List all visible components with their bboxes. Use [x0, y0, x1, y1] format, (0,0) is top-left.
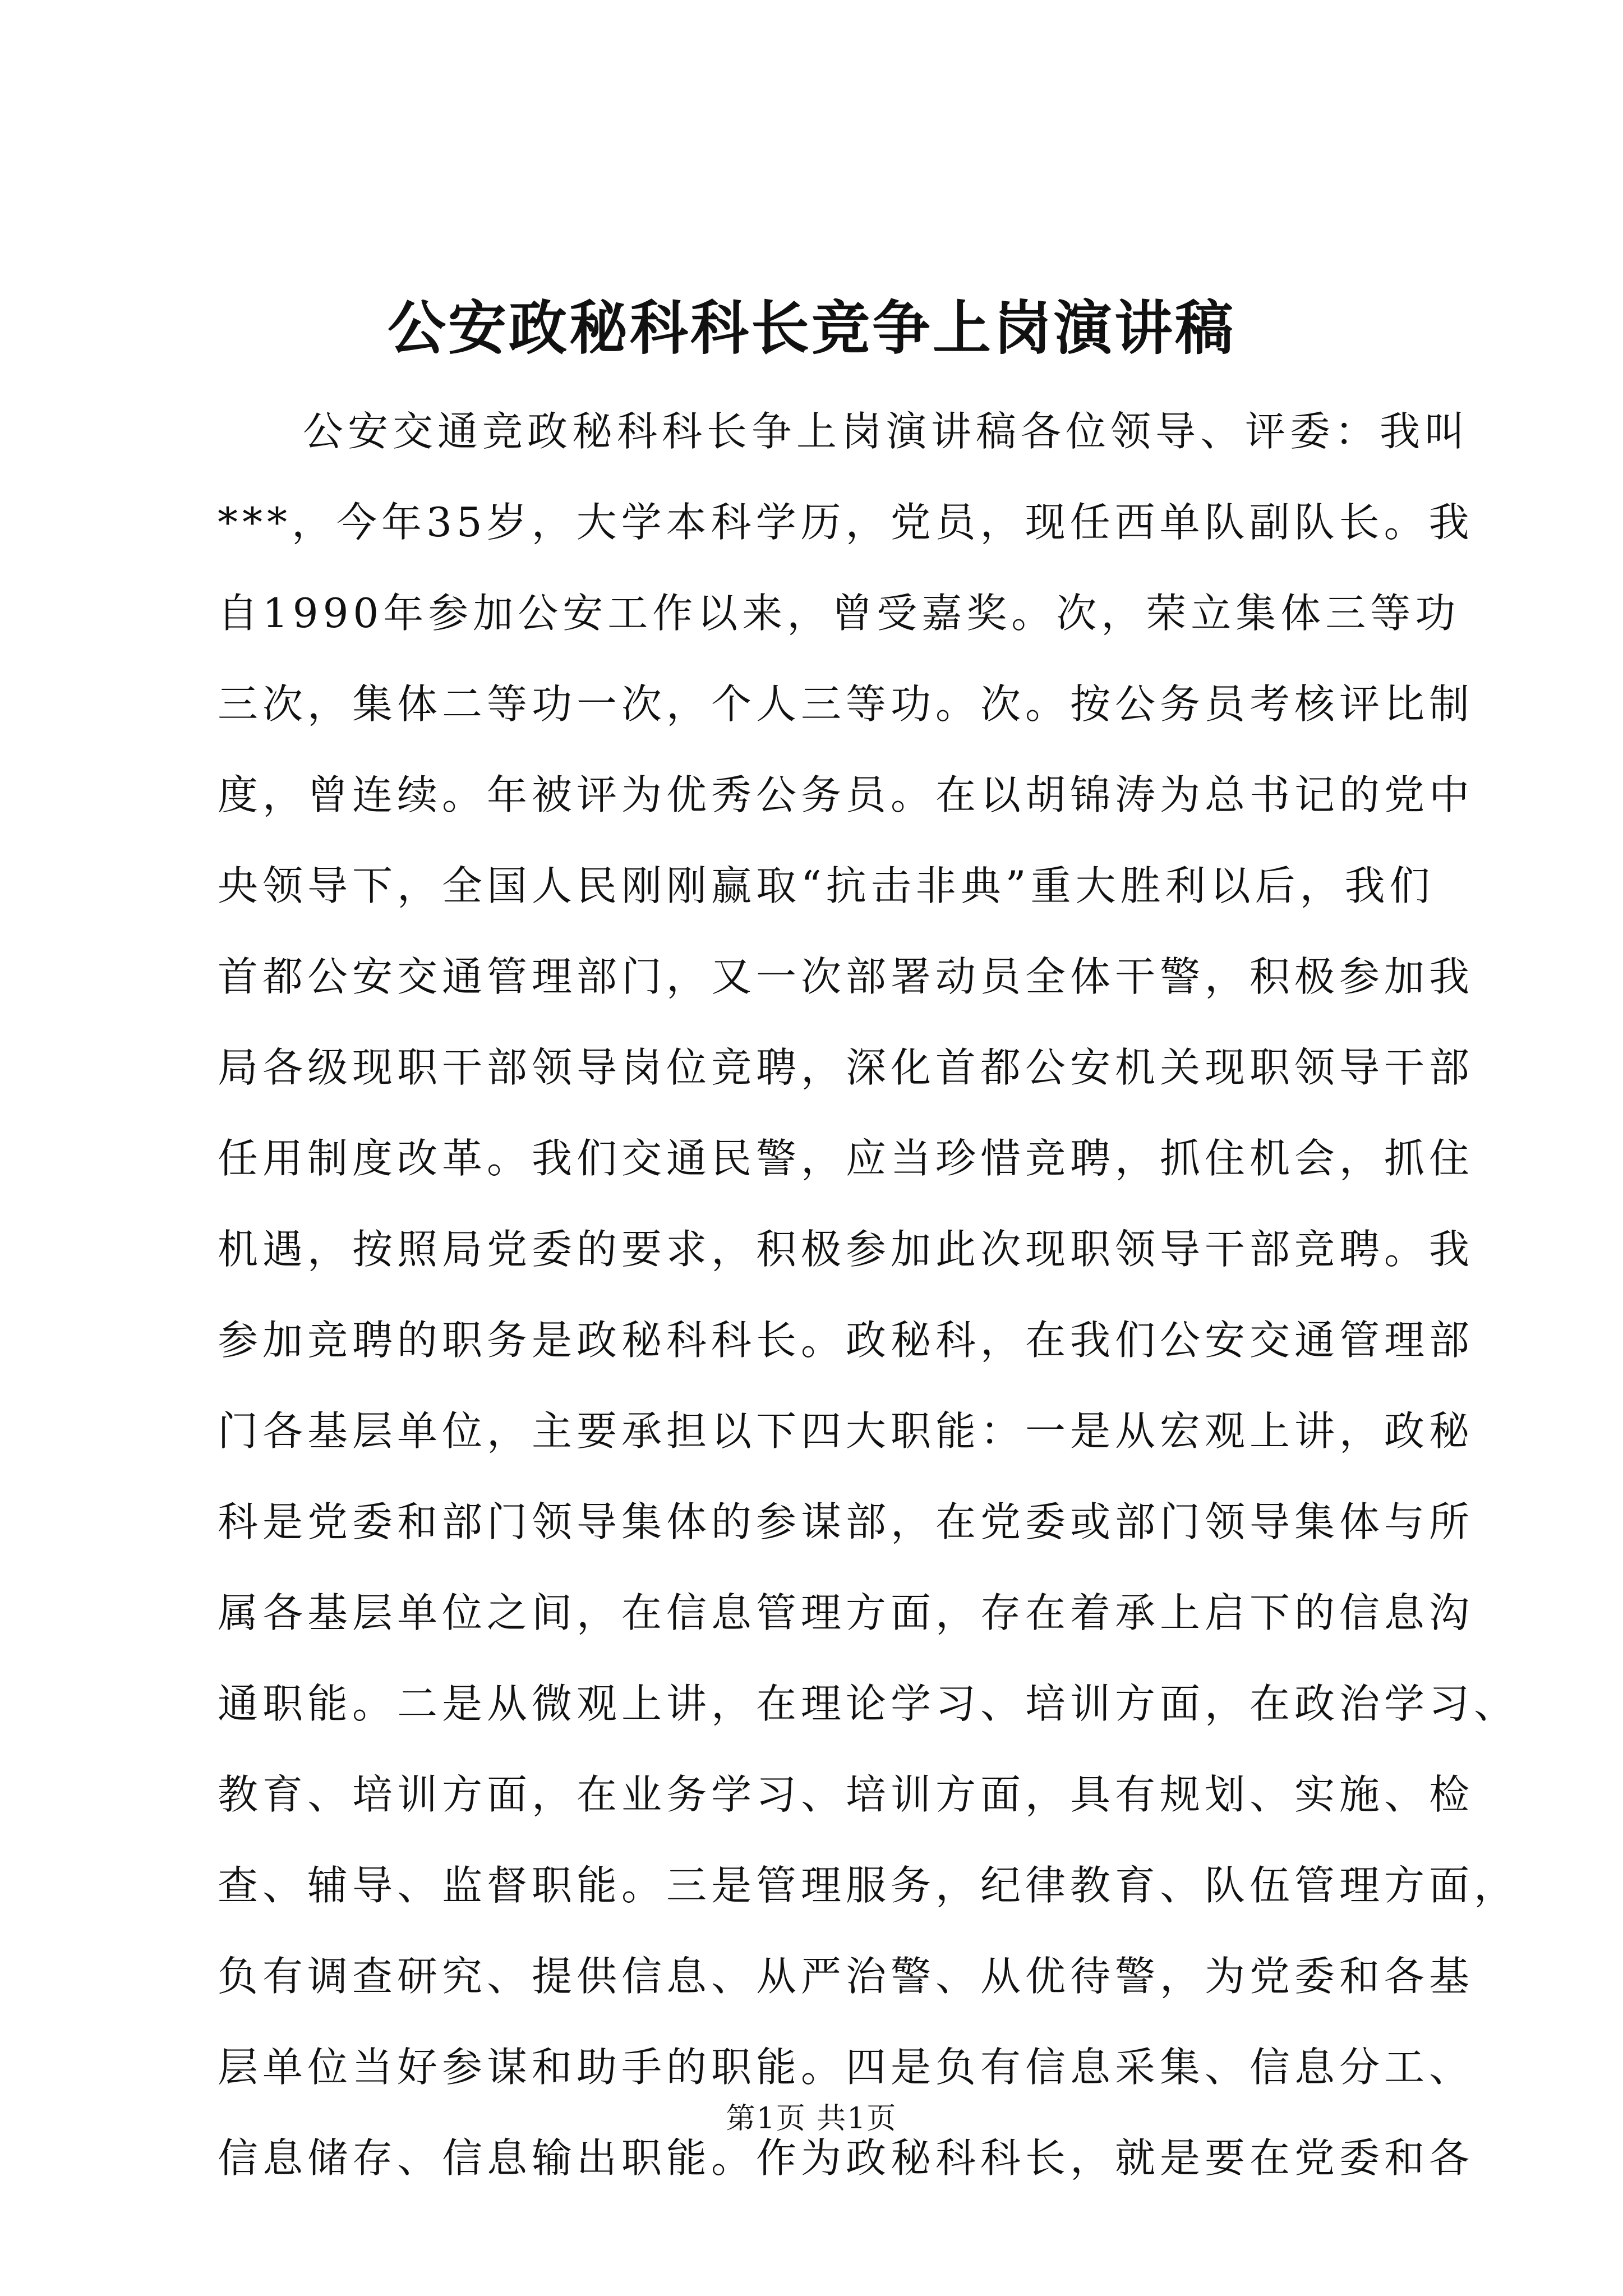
body-line: 公安交通竞政秘科科长争上岗演讲稿各位领导、评委：我叫 [303, 408, 1470, 455]
body-line: 机遇，按照局党委的要求，积极参加此次现职领导干部竞聘。我 [218, 1226, 1474, 1273]
body-line: 查、辅导、监督职能。三是管理服务，纪律教育、队伍管理方面， [218, 1862, 1519, 1909]
body-line: 自1990年参加公安工作以来，曾受嘉奖。次，荣立集体三等功 [218, 590, 1460, 637]
body-line: 教育、培训方面，在业务学习、培训方面，具有规划、实施、检 [218, 1771, 1474, 1818]
document-body [218, 386, 1519, 2203]
body-line: ***，今年35岁，大学本科学历，党员，现任西单队副队长。我 [218, 499, 1474, 546]
body-line: 门各基层单位，主要承担以下四大职能：一是从宏观上讲，政秘 [218, 1407, 1474, 1455]
body-line: 央领导下，全国人民刚刚赢取“抗击非典”重大胜利以后，我们 [218, 862, 1435, 909]
body-line: 负有调查研究、提供信息、从严治警、从优待警，为党委和各基 [218, 1953, 1474, 2000]
document-title: 公安政秘科科长竞争上岗演讲稿 [387, 293, 1235, 362]
body-line: 属各基层单位之间，在信息管理方面，存在着承上启下的信息沟 [218, 1589, 1474, 1636]
body-line: 局各级现职干部领导岗位竞聘，深化首都公安机关现职领导干部 [218, 1044, 1474, 1091]
body-line: 任用制度改革。我们交通民警，应当珍惜竞聘，抓住机会，抓住 [218, 1135, 1474, 1182]
body-line: 三次，集体二等功一次，个人三等功。次。按公务员考核评比制 [218, 680, 1474, 728]
body-line: 参加竞聘的职务是政秘科科长。政秘科，在我们公安交通管理部 [218, 1317, 1474, 1364]
page-footer: 第1页 共1页 [726, 2102, 897, 2136]
body-line: 通职能。二是从微观上讲，在理论学习、培训方面，在政治学习、 [218, 1680, 1519, 1727]
body-line: 首都公安交通管理部门，又一次部署动员全体干警，积极参加我 [218, 953, 1474, 1000]
body-line: 层单位当好参谋和助手的职能。四是负有信息采集、信息分工、 [218, 2044, 1474, 2091]
body-line: 科是党委和部门领导集体的参谋部，在党委或部门领导集体与所 [218, 1498, 1474, 1545]
body-line: 信息储存、信息输出职能。作为政秘科科长，就是要在党委和各 [218, 2134, 1474, 2182]
body-line: 度，曾连续。年被评为优秀公务员。在以胡锦涛为总书记的党中 [218, 771, 1474, 818]
